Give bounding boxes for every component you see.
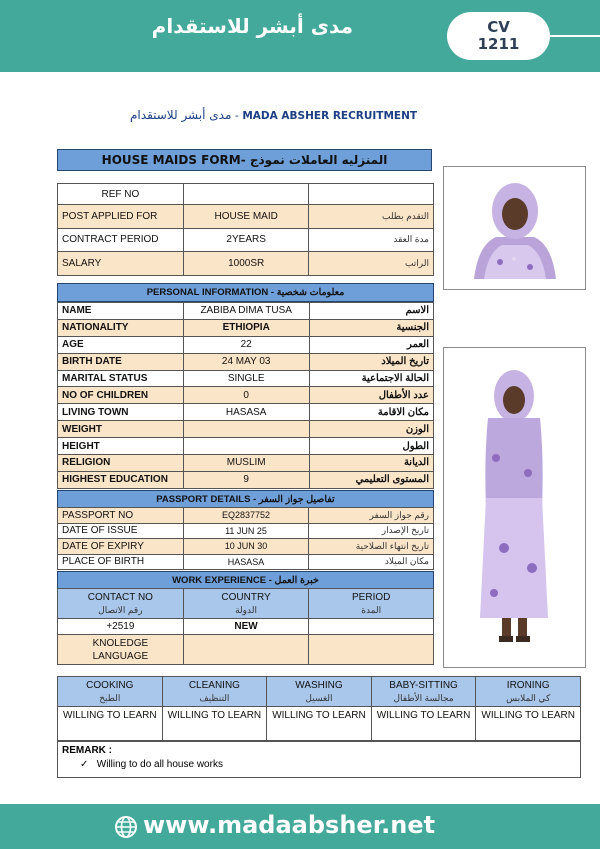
row-value: MUSLIM — [183, 455, 309, 472]
row-arabic: التقدم بطلب — [309, 205, 434, 229]
table-row — [58, 471, 434, 488]
check-icon: ✓ — [80, 759, 89, 770]
passport-section-title: PASSPORT DETAILS - تفاصيل جواز السفر — [57, 490, 434, 509]
row-arabic: الديانة — [309, 455, 433, 472]
table-row — [58, 387, 434, 404]
period-value — [309, 619, 434, 635]
header-arabic-title: مدى أبشر للاستقدام — [151, 14, 353, 38]
row-label: MARITAL STATUS — [58, 370, 184, 387]
language-value — [183, 635, 309, 665]
row-value: 10 JUN 30 — [183, 539, 309, 555]
header-period — [309, 589, 434, 619]
cv-number: 1211 — [477, 35, 520, 53]
portrait-photo — [443, 166, 586, 290]
row-value: 2YEARS — [183, 228, 309, 252]
remark-label: REMARK : — [62, 745, 112, 756]
header-en: CONTACT NO — [87, 591, 153, 603]
header-ar: المدة — [361, 604, 382, 615]
row-value: EQ2837752 — [183, 508, 309, 524]
work-section-title: WORK EXPERIENCE - خبرة العمل — [57, 571, 434, 590]
row-label: AGE — [58, 336, 184, 353]
skill-value: WILLING TO LEARN — [267, 707, 372, 741]
row-label: POST APPLIED FOR — [58, 205, 184, 229]
row-value: 24 MAY 03 — [183, 353, 309, 370]
row-arabic: الجنسية — [309, 319, 433, 336]
skill-header: COOKING الطبخ — [58, 677, 163, 707]
table-row — [58, 438, 434, 455]
cv-badge-line — [550, 35, 600, 37]
header-contact — [58, 589, 184, 619]
row-value: HASASA — [183, 554, 309, 570]
table-row — [58, 370, 434, 387]
row-label: PASSPORT NO — [58, 508, 184, 524]
skill-value: WILLING TO LEARN — [371, 707, 476, 741]
row-arabic: مكان الميلاد — [309, 554, 434, 570]
website-link[interactable]: www.madaabsher.net — [143, 811, 436, 839]
table-header-row — [58, 589, 434, 619]
ref-label: REF NO — [58, 184, 184, 205]
skill-value: WILLING TO LEARN — [476, 707, 581, 741]
row-label: NO OF CHILDREN — [58, 387, 184, 404]
table-row — [58, 205, 434, 229]
table-row — [58, 404, 434, 421]
skill-header: CLEANING التنظيف — [162, 677, 267, 707]
full-body-photo — [443, 347, 586, 668]
table-row — [58, 184, 434, 205]
row-value: 9 — [183, 471, 309, 488]
table-row — [58, 421, 434, 438]
row-arabic: الراتب — [309, 252, 434, 276]
row-value: 0 — [183, 387, 309, 404]
table-row — [58, 508, 434, 524]
row-arabic: الطول — [309, 438, 433, 455]
table-row — [58, 303, 434, 320]
cv-badge — [447, 12, 550, 60]
row-label: RELIGION — [58, 455, 184, 472]
row-arabic: عدد الأطفال — [309, 387, 433, 404]
row-arabic: الاسم — [309, 303, 433, 320]
passport-table — [57, 507, 434, 570]
personal-table — [57, 302, 434, 489]
table-row — [58, 539, 434, 555]
language-extra — [309, 635, 434, 665]
row-label: BIRTH DATE — [58, 353, 184, 370]
skill-header: BABY-SITTING مجالسة الأطفال — [371, 677, 476, 707]
row-arabic: المستوى التعليمي — [309, 471, 433, 488]
row-arabic: رقم جواز السفر — [309, 508, 434, 524]
contact-value: +2519 — [58, 619, 184, 635]
row-value: SINGLE — [183, 370, 309, 387]
table-row — [58, 554, 434, 570]
row-arabic: الحالة الاجتماعية — [309, 370, 433, 387]
table-row — [58, 523, 434, 539]
row-arabic: العمر — [309, 336, 433, 353]
row-arabic: تاريخ الميلاد — [309, 353, 433, 370]
table-row — [58, 619, 434, 635]
header-en: COUNTRY — [221, 591, 271, 603]
row-arabic: الوزن — [309, 421, 433, 438]
row-label: SALARY — [58, 252, 184, 276]
table-row — [58, 455, 434, 472]
row-value: ZABIBA DIMA TUSA — [183, 303, 309, 320]
subheading-english: MADA ABSHER RECRUITMENT — [242, 110, 418, 122]
personal-section-title: PERSONAL INFORMATION - معلومات شخصية — [57, 283, 434, 302]
skills-table — [57, 676, 581, 741]
row-label: LIVING TOWN — [58, 404, 184, 421]
subheading-arabic: مدى أبشر للاستقدام — [130, 108, 232, 122]
skill-header: IRONING كي الملابس — [476, 677, 581, 707]
ref-value — [183, 184, 309, 205]
country-value: NEW — [183, 619, 309, 635]
table-row — [58, 635, 434, 665]
row-arabic: مدة العقد — [309, 228, 434, 252]
row-value: 11 JUN 25 — [183, 523, 309, 539]
cv-label: CV — [487, 18, 510, 36]
table-row — [58, 252, 434, 276]
portrait-illustration — [444, 167, 585, 289]
row-value: ETHIOPIA — [183, 319, 309, 336]
row-value: 22 — [183, 336, 309, 353]
row-value: 1000SR — [183, 252, 309, 276]
remark-item — [80, 759, 223, 770]
header-ar: الدولة — [235, 604, 257, 615]
row-value: HASASA — [183, 404, 309, 421]
application-table — [57, 183, 434, 276]
row-arabic: تاريخ الإصدار — [309, 523, 434, 539]
row-arabic: تاريخ انتهاء الصلاحية — [309, 539, 434, 555]
table-row — [58, 319, 434, 336]
row-label: PLACE OF BIRTH — [58, 554, 184, 570]
row-label: DATE OF EXPIRY — [58, 539, 184, 555]
globe-icon — [114, 815, 138, 839]
row-label: DATE OF ISSUE — [58, 523, 184, 539]
row-label: HIGHEST EDUCATION — [58, 471, 184, 488]
skill-value: WILLING TO LEARN — [58, 707, 163, 741]
work-experience-table — [57, 588, 434, 665]
table-row — [58, 228, 434, 252]
table-header-row — [58, 677, 581, 707]
header-en: PERIOD — [352, 591, 391, 603]
row-label: WEIGHT — [58, 421, 184, 438]
table-row — [58, 336, 434, 353]
row-label: NATIONALITY — [58, 319, 184, 336]
row-arabic: مكان الاقامة — [309, 404, 433, 421]
company-subheading — [130, 108, 460, 122]
header-ar: رقم الاتصال — [98, 604, 143, 615]
table-row — [58, 707, 581, 741]
ref-empty — [309, 184, 434, 205]
remark-box — [57, 741, 581, 778]
header-country — [183, 589, 309, 619]
remark-text: Willing to do all house works — [96, 759, 223, 770]
row-value: HOUSE MAID — [183, 205, 309, 229]
row-label: CONTRACT PERIOD — [58, 228, 184, 252]
row-label: HEIGHT — [58, 438, 184, 455]
skill-header: WASHING الغسيل — [267, 677, 372, 707]
table-row — [58, 353, 434, 370]
language-label: KNOLEDGE LANGUAGE — [58, 635, 184, 665]
row-label: NAME — [58, 303, 184, 320]
row-value — [183, 421, 309, 438]
form-title: HOUSE MAIDS FORM- المنزليه العاملات نموذج — [57, 149, 432, 171]
subheading-separator: - — [234, 109, 239, 122]
skill-value: WILLING TO LEARN — [162, 707, 267, 741]
full-body-illustration — [444, 348, 585, 667]
row-value — [183, 438, 309, 455]
